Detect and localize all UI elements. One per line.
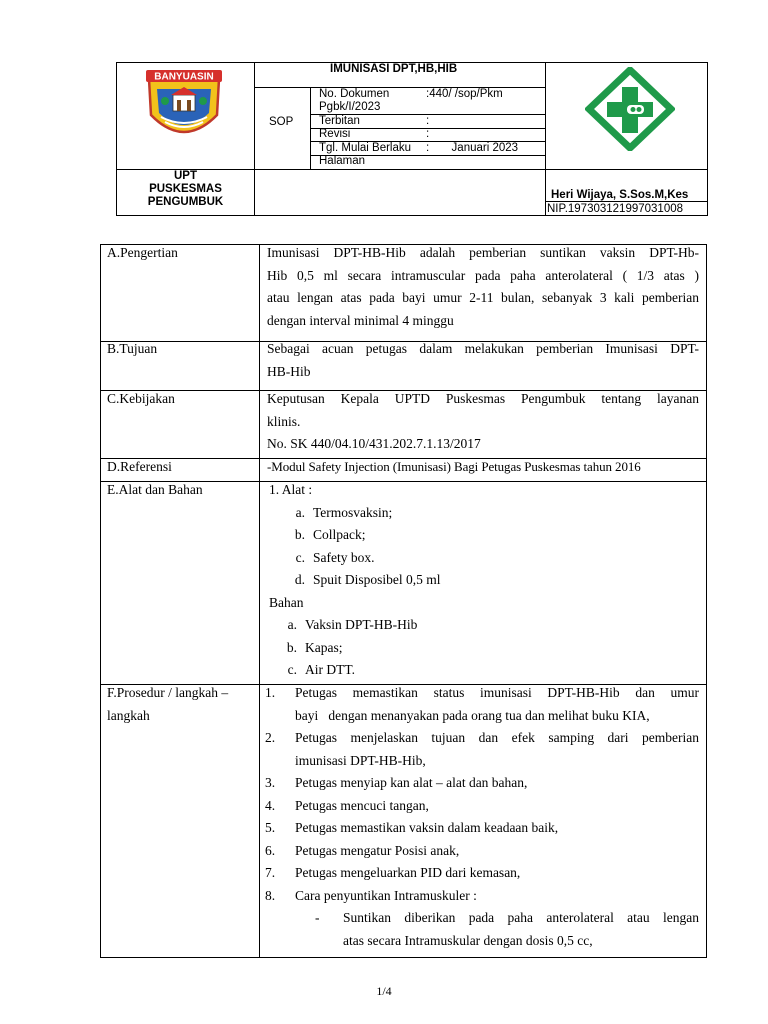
sub-list-item: - Suntikan diberikan pada paha anterolateral atau lengan atas secara Intramuskular dengan dosis 0,5 cc, [315,910,699,948]
sop-content-table [100,244,707,958]
text-referensi: -Modul Safety Injection (Imunisasi) Bagi Petugas Puskesmas tahun 2016 [267,459,641,474]
text-kebijakan: Keputusan Kepala UPTD Puskesmas Pengumbuk tentang layanan klinis. No. SK 440/04.10/431.202.7.1.13/2017 [267,391,699,451]
field-value-tgl-mulai: : Januari 2023 [426,142,519,154]
field-label-no-dokumen: No. Dokumen [319,88,390,100]
bahan-title: Bahan [269,594,304,610]
signer-nip: NIP.197303121997031008 [547,203,684,215]
list-item: 8. Cara penyuntikan Intramuskuler : [265,887,477,903]
list-item: a. Termosvaksin; [295,504,393,520]
field-value-revisi: : [426,128,430,140]
list-item: c. Air DTT. [287,662,355,677]
list-item: d. Spuit Disposibel 0,5 ml [294,572,441,587]
org-line-upt: UPT [174,170,197,182]
field-value-no-dokumen: :440/ /sop/Pkm [426,88,503,100]
list-item: 6. Petugas mengatur Posisi anak, [265,842,460,858]
field-label-revisi: Revisi [319,128,351,140]
label-kebijakan: C.Kebijakan [107,391,175,406]
field-label-halaman: Halaman [319,155,366,167]
field-label-terbitan: Terbitan [319,115,360,127]
list-item: 1. Petugas memastikan status imunisasi DPT-HB-Hib dan umur bayi dengan menanyakan pada orang tua dan melihat buku KIA, [265,685,699,723]
label-prosedur: F.Prosedur / langkah – langkah [107,685,229,723]
sop-header-table [116,62,708,216]
sop-label: SOP [269,116,294,128]
alat-title: 1. Alat : [269,482,313,497]
field-value-terbitan: : [426,115,430,127]
list-item: b. Collpack; [294,527,366,542]
logo-text: BANYUASIN [154,71,214,83]
label-tujuan: B.Tujuan [107,341,158,356]
org-line-puskesmas: PUSKESMAS [149,183,222,195]
text-pengertian: Imunisasi DPT-HB-Hib adalah pemberian suntikan vaksin DPT-Hb- Hib 0,5 ml secara intramuscular pada paha anterolateral ( 1/3 atas ) atau lengan atas pada bayi umur 2-11 bulan, sebanyak 3 kali pemberian dengan interval minimal 4 minggu [267,245,699,328]
list-item: a. Vaksin DPT-HB-Hib [287,617,418,632]
list-item: b. Kapas; [286,639,343,655]
text-tujuan: Sebagai acuan petugas dalam melakukan pemberian Imunisasi DPT- HB-Hib [267,341,699,379]
label-referensi: D.Referensi [107,459,172,474]
list-item: 5. Petugas memastikan vaksin dalam keadaan baik, [265,820,559,835]
field-label-tgl-mulai: Tgl. Mulai Berlaku [319,142,412,154]
sop-title: IMUNISASI DPT,HB,HIB [330,63,458,75]
list-item: 3. Petugas menyiap kan alat – alat dan bahan, [265,775,528,790]
list-item: 2. Petugas menjelaskan tujuan dan efek samping dari pemberian imunisasi DPT-HB-Hib, [265,730,699,768]
signer-name: Heri Wijaya, S.Sos.M,Kes [551,189,689,201]
field-label-nomor-lanjutan: Pgbk/I/2023 [319,101,381,113]
list-prosedur [265,682,699,952]
list-item: 7. Petugas mengeluarkan PID dari kemasan, [265,865,521,880]
label-alat-bahan: E.Alat dan Bahan [107,482,203,497]
banyuasin-logo [143,69,225,143]
org-line-pengumbuk: PENGUMBUK [147,196,224,208]
list-alat-bahan [269,479,701,682]
list-item: 4. Petugas mencuci tangan, [265,797,429,813]
label-pengertian: A.Pengertian [107,245,178,260]
list-item: c. Safety box. [295,549,375,565]
puskesmas-logo [585,67,675,151]
page-number: 1/4 [376,984,392,998]
